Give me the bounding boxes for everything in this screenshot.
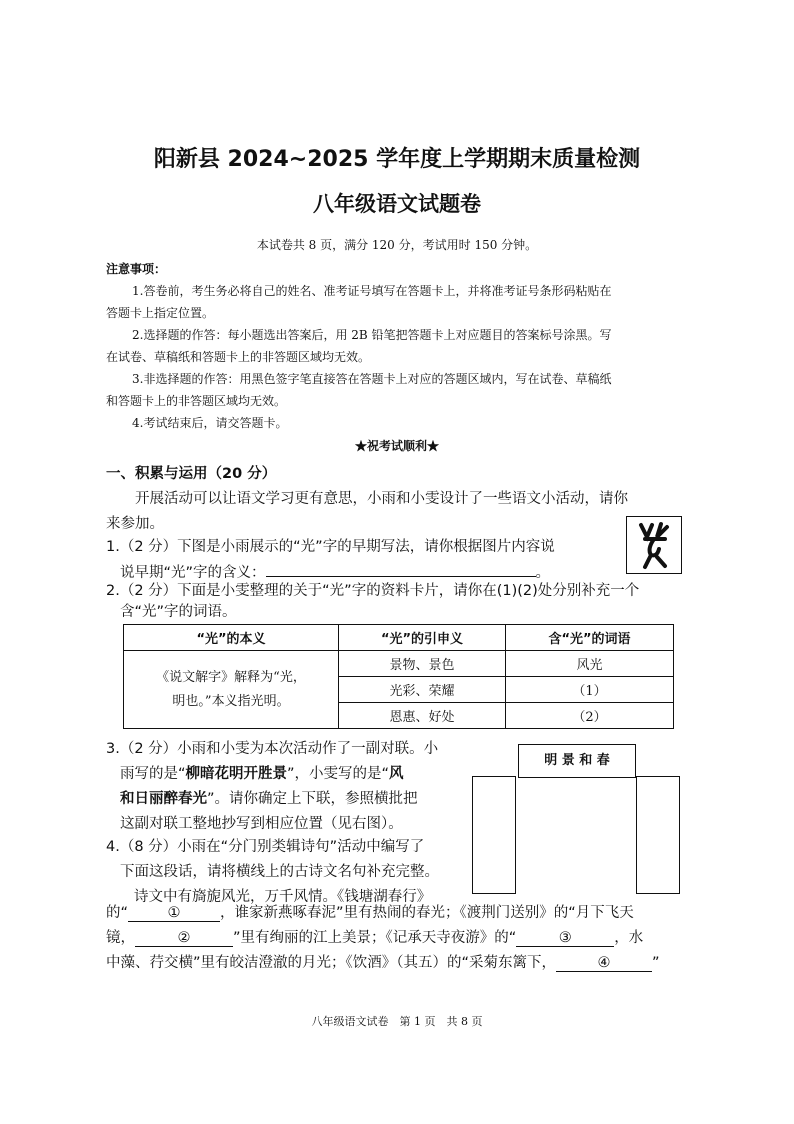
q4-passage — [106, 901, 706, 976]
card-meaning: 景物、景色 — [339, 651, 506, 677]
poem-blank-4[interactable]: ④ — [556, 955, 652, 972]
card-header-words: 含“光”的词语 — [506, 625, 674, 651]
page-footer: 八年级语文试卷 第 1 页 共 8 页 — [311, 1015, 483, 1028]
exam-wish: ★祝考试顺利★ — [354, 439, 439, 453]
notice-item-1-cont: 答题卡上指定位置。 — [106, 306, 215, 320]
notice-item-2: 2.选择题的作答：每小题选出答案后，用 2B 铅笔把答题卡上对应题目的答案标号涂黑。写 — [132, 328, 612, 342]
q4-line-5: 镜， ② ”里有绚丽的江上美景；《记承天寺夜游》的“ ③ ，水 — [106, 930, 644, 946]
q2-line-1: 2.（2 分）下面是小雯整理的关于“光”字的资料卡片，请你在(1)(2)处分别补充一个 — [106, 583, 640, 599]
oracle-guang-image — [626, 516, 682, 574]
section-heading: 一、积累与运用（20 分） — [106, 466, 277, 482]
card-word-blank-2[interactable]: （2） — [506, 703, 674, 729]
card-word: 风光 — [506, 651, 674, 677]
question-3: 3.（2 分）小雨和小雯为本次活动作了一副对联。小 雨写的是“柳暗花明开胜景”，小雯写的是“风 和日丽醉春光”。请你确定上下联，参照横批把 这副对联工整地抄写到相应位置（见右图）。 — [106, 741, 439, 832]
couplet-hengpi: 明 景 和 春 — [518, 744, 636, 778]
notice-item-4: 4.考试结束后，请交答题卡。 — [132, 416, 288, 430]
notice-item-3: 3.非选择题的作答：用黑色签字笔直接答在答题卡上对应的答题区域内，写在试卷、草稿纸 — [132, 372, 612, 386]
exam-info: 本试卷共 8 页，满分 120 分，考试用时 150 分钟。 — [256, 238, 538, 252]
q4-line-6: 中藻、荇交横”里有皎洁澄澈的月光；《饮酒》（其五）的“采菊东篱下， ④ ” — [106, 955, 660, 971]
card-header-extended: “光”的引申义 — [339, 625, 506, 651]
card-header-origin: “光”的本义 — [124, 625, 339, 651]
card-origin-cell: 《说文解字》解释为“光， 明也。”本义指光明。 — [124, 651, 339, 729]
question-2 — [106, 581, 706, 623]
q1-line-1: 1.（2 分）下图是小雨展示的“光”字的早期写法，请你根据图片内容说 — [106, 539, 555, 555]
guang-info-card — [123, 624, 674, 729]
exam-title: 阳新县 2024~2025 学年度上学期期末质量检测 — [153, 147, 641, 172]
notice-item-2-cont: 在试卷、草稿纸和答题卡上的非答题区域均无效。 — [106, 350, 371, 364]
card-word-blank-1[interactable]: （1） — [506, 677, 674, 703]
poem-blank-1[interactable]: ① — [128, 905, 220, 922]
card-meaning: 恩惠、好处 — [339, 703, 506, 729]
section-intro: 开展活动可以让语文学习更有意思，小雨和小雯设计了一些语文小活动，请你 来参加。 — [106, 491, 628, 532]
couplet-right-scroll[interactable] — [636, 776, 680, 894]
couplet-left-scroll[interactable] — [472, 776, 516, 894]
poem-blank-2[interactable]: ② — [135, 930, 233, 947]
poem-blank-3[interactable]: ③ — [516, 930, 614, 947]
card-meaning: 光彩、荣耀 — [339, 677, 506, 703]
q4-line-4: 的“ ① ，谁家新燕啄春泥”里有热闹的春光；《渡荆门送别》的“月下飞天 — [106, 905, 634, 921]
q1-line-2: 说早期“光”字的含义： 。 — [106, 560, 626, 586]
notice-item-3-cont: 和答题卡上的非答题区域均无效。 — [106, 394, 287, 408]
question-4: 4.（8 分）小雨在“分门别类辑诗句”活动中编写了 下面这段话，请将横线上的古诗文名句补充完整。 诗文中有旖旎风光，万千风情。《钱塘湖春行》 — [106, 839, 439, 905]
notice-item-1: 1.答卷前，考生务必将自己的姓名、准考证号填写在答题卡上，并将准考证号条形码粘贴在 — [132, 284, 612, 298]
card-row — [124, 651, 674, 677]
card-header-row — [124, 625, 674, 651]
exam-subtitle: 八年级语文试题卷 — [313, 192, 481, 216]
q1-answer-blank[interactable] — [266, 560, 536, 577]
notice-list — [106, 280, 706, 434]
question-1 — [106, 535, 626, 586]
q2-line-2: 含“光”字的词语。 — [120, 604, 237, 620]
notice-heading: 注意事项： — [106, 262, 167, 276]
oracle-guang-glyph-icon — [627, 517, 681, 573]
